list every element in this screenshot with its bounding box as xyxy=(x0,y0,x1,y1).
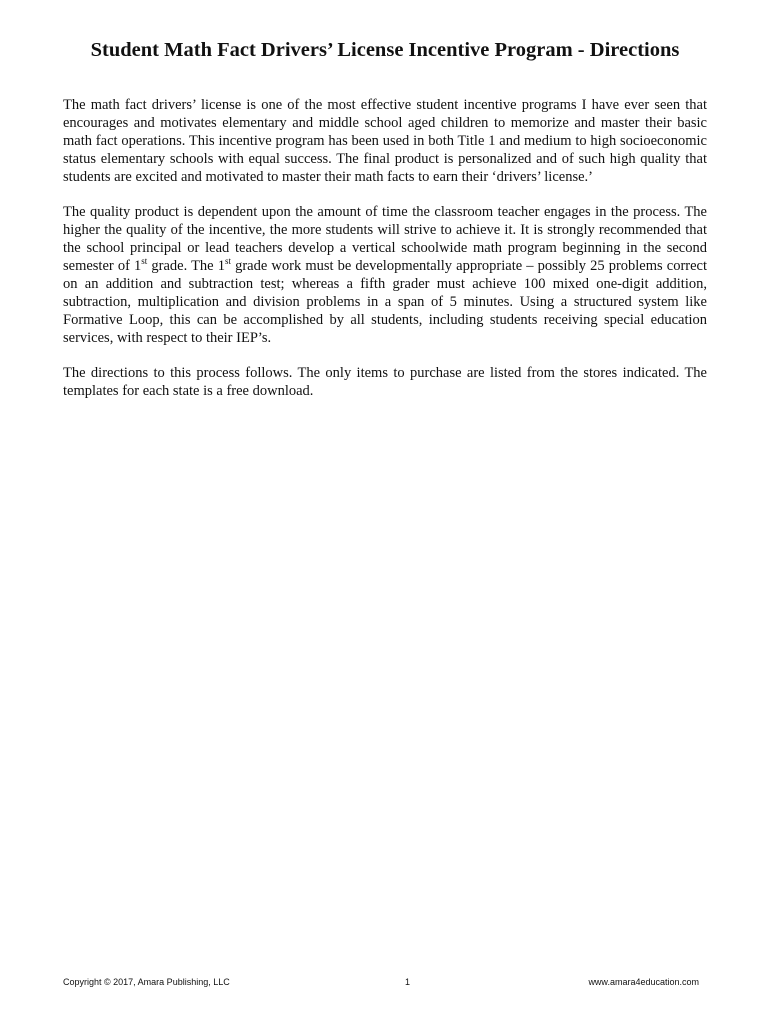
paragraph-quality xyxy=(63,203,707,347)
paragraph-quality-text-2: grade. The 1 xyxy=(147,258,225,274)
page-footer xyxy=(63,975,699,989)
paragraph-intro: The math fact drivers’ license is one of the most effective student incentive programs I have ever seen that encourages and motivates elementary and middle school aged children to memorize and master their basic math fact operations. This incentive program has been used in both Title 1 and medium to high socioeconomic status elementary schools with equal success. The final product is personalized and of such high quality that students are excited and motivated to master their math facts to earn their ‘drivers’ license.’ xyxy=(63,97,707,185)
footer-website: www.amara4education.com xyxy=(588,977,699,987)
ordinal-suffix: st xyxy=(224,256,231,267)
footer-copyright: Copyright © 2017, Amara Publishing, LLC xyxy=(63,977,230,987)
paragraph-quality-text-1: The quality product is dependent upon the amount of time the classroom teacher engages in the process. The higher the quality of the incentive, the more students will strive to achieve it. It is strongly recommended that the school principal or lead teachers develop a vertical schoolwide math program beginning in the second semester of 1 xyxy=(63,204,707,274)
paragraph-directions: The directions to this process follows. The only items to purchase are listed from the stores indicated. The templates for each state is a free download. xyxy=(63,365,707,399)
ordinal-suffix: st xyxy=(141,256,148,267)
page-title: Student Math Fact Drivers’ License Incentive Program - Directions xyxy=(90,39,680,61)
footer-page-number: 1 xyxy=(405,977,411,987)
paragraph-quality-text-3: grade work must be developmentally appropriate – possibly 25 problems correct on an addition and subtraction test; whereas a fifth grader must achieve 100 mixed one-digit addition, subtraction, multiplication and division problems in a span of 5 minutes. Using a structured system like Formative Loop, this can be accomplished by all students, including students receiving special education services, with respect to their IEP’s. xyxy=(63,258,708,346)
document-body xyxy=(63,96,707,417)
